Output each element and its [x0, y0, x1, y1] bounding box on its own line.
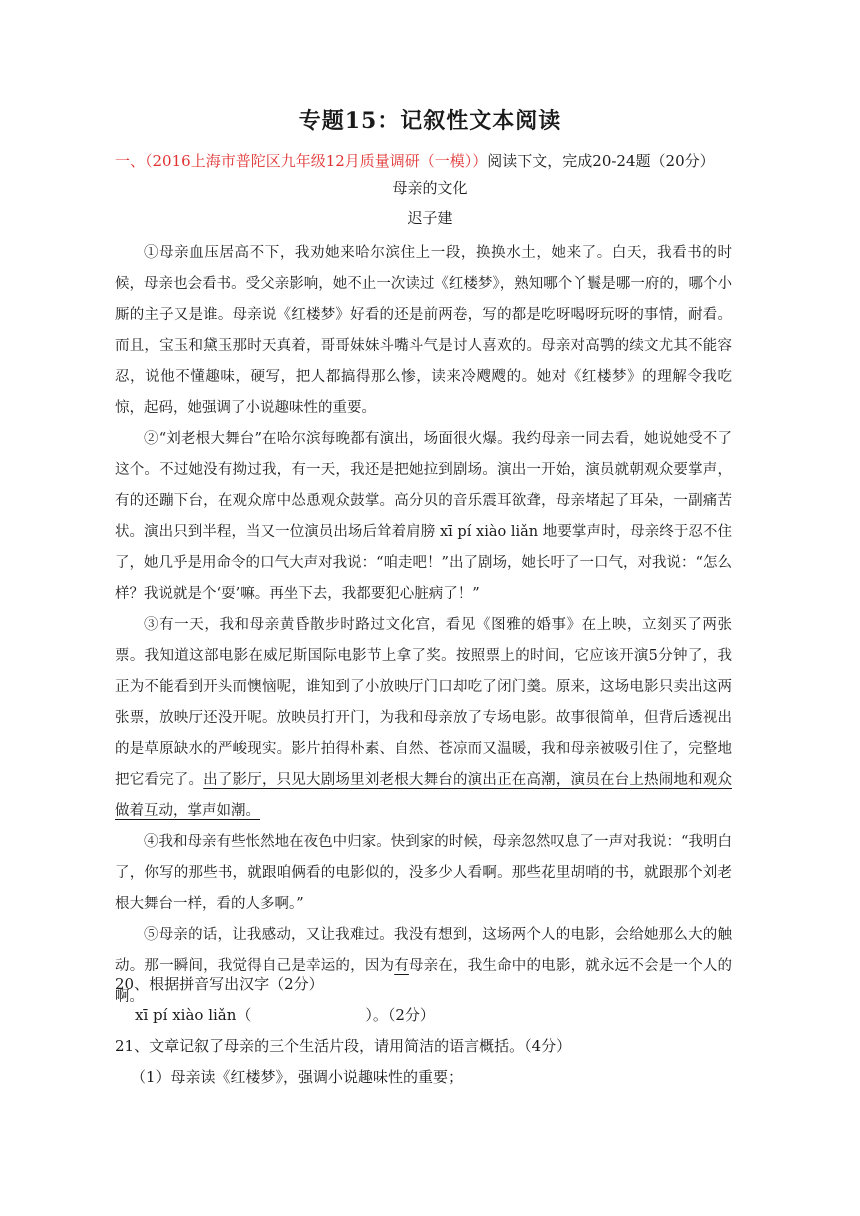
question-header — [115, 150, 755, 171]
question-source: （2016上海市普陀区九年级12月质量调研（一模）） — [145, 152, 488, 170]
answer-blank-close: ）。（2分） — [365, 1006, 435, 1024]
paragraph-2: ②“刘老根大舞台”在哈尔滨每晚都有演出，场面很火爆。我约母亲一同去看，她说她受不了这个。不过她没有拗过我，有一天，我还是把她拉到剧场。演出一开始，演员就朝观众要掌声，有的还蹦下台，在观众席中怂恿观众鼓掌。高分贝的音乐震耳欲聋，母亲堵起了耳朵，一副痛苦状。演出只到半程，当又一位演员出场后耸着肩膀 xī pí xiào liǎn 地要掌声时，母亲终于忍不住了，她几乎是用命令的口气大声对我说：“咱走吧！”出了剧场，她长吁了一口气，对我说：“怎么样？我说就是个‘耍’嘛。再坐下去，我都要犯心脏病了！” — [115, 431, 732, 602]
page-title: 专题15：记叙性文本阅读 — [298, 108, 562, 134]
question-21-item-1: （1）母亲读《红楼梦》，强调小说趣味性的重要； — [131, 1068, 464, 1086]
question-21-prompt: 21、文章记叙了母亲的三个生活片段，请用简洁的语言概括。（4分） — [115, 1037, 572, 1055]
underlined-word: 有 — [394, 958, 409, 974]
paragraph-5-text-a: ⑤母亲的话，让我感动，又让我难过。我没有想到，这场两个人的电影，会给她那么大的触动。那一瞬间，我觉得自己是幸运的，因为 — [115, 927, 732, 974]
paragraph-5-text-b: 母亲在，我生命中的电影，就永远不会是一个人的啊。 — [115, 958, 733, 1005]
question-20 — [115, 969, 755, 1031]
paragraph-1: ①母亲血压居高不下，我劝她来哈尔滨住上一段，换换水土，她来了。白天，我看书的时候，母亲也会看书。受父亲影响，她不止一次读过《红楼梦》，熟知哪个丫鬟是哪一府的，哪个小厮的主子又是谁。母亲说《红楼梦》好看的还是前两卷，写的都是吃呀喝呀玩呀的事情，耐看。而且，宝玉和黛玉那时天真着，哥哥妹妹斗嘴斗气是讨人喜欢的。母亲对高鹗的续文尤其不能容忍，说他不懂趣味，硬写，把人都搞得那么惨，读来冷飕飕的。她对《红楼梦》的理解令我吃惊，起码，她强调了小说趣味性的重要。 — [115, 245, 732, 416]
paragraph-3 — [115, 610, 732, 827]
question-20-answer-line — [115, 1000, 755, 1031]
article-author: 迟子建 — [407, 209, 453, 227]
paragraph-4: ④我和母亲有些怅然地在夜色中归家。快到家的时候，母亲忽然叹息了一声对我说：“我明白了，你写的那些书，就跟咱俩看的电影似的，没多少人看啊。那些花里胡哨的书，就跟那个刘老根大舞台一样，看的人多啊。” — [115, 834, 732, 912]
question-number: 一、 — [115, 152, 146, 170]
question-instruction: 阅读下文，完成20-24题（20分） — [487, 152, 715, 170]
question-21 — [115, 1031, 755, 1093]
underlined-sentence: 出了影厅，只见大剧场里刘老根大舞台的演出正在高潮，演员在台上热闹地和观众做着互动，掌声如潮。 — [115, 772, 732, 819]
paragraph-3-text: ③有一天，我和母亲黄昏散步时路过文化宫，看见《图雅的婚事》在上映，立刻买了两张票。我知道这部电影在威尼斯国际电影节上拿了奖。按照票上的时间，它应该开演5分钟了，我正为不能看到开头而懊恼呢，谁知到了小放映厅门口却吃了闭门羹。原来，这场电影只卖出这两张票，放映厅还没开呢。放映员打开门，为我和母亲放了专场电影。故事很简单，但背后透视出的是草原缺水的严峻现实。影片拍得朴素、自然、苍凉而又温暖，我和母亲被吸引住了，完整地把它看完了。 — [115, 617, 732, 788]
article-title: 母亲的文化 — [392, 179, 468, 197]
pinyin-text: xī pí xiào liǎn（ — [135, 1006, 252, 1024]
article-body — [115, 238, 732, 1013]
question-20-prompt: 20、根据拼音写出汉字（2分） — [115, 975, 324, 993]
